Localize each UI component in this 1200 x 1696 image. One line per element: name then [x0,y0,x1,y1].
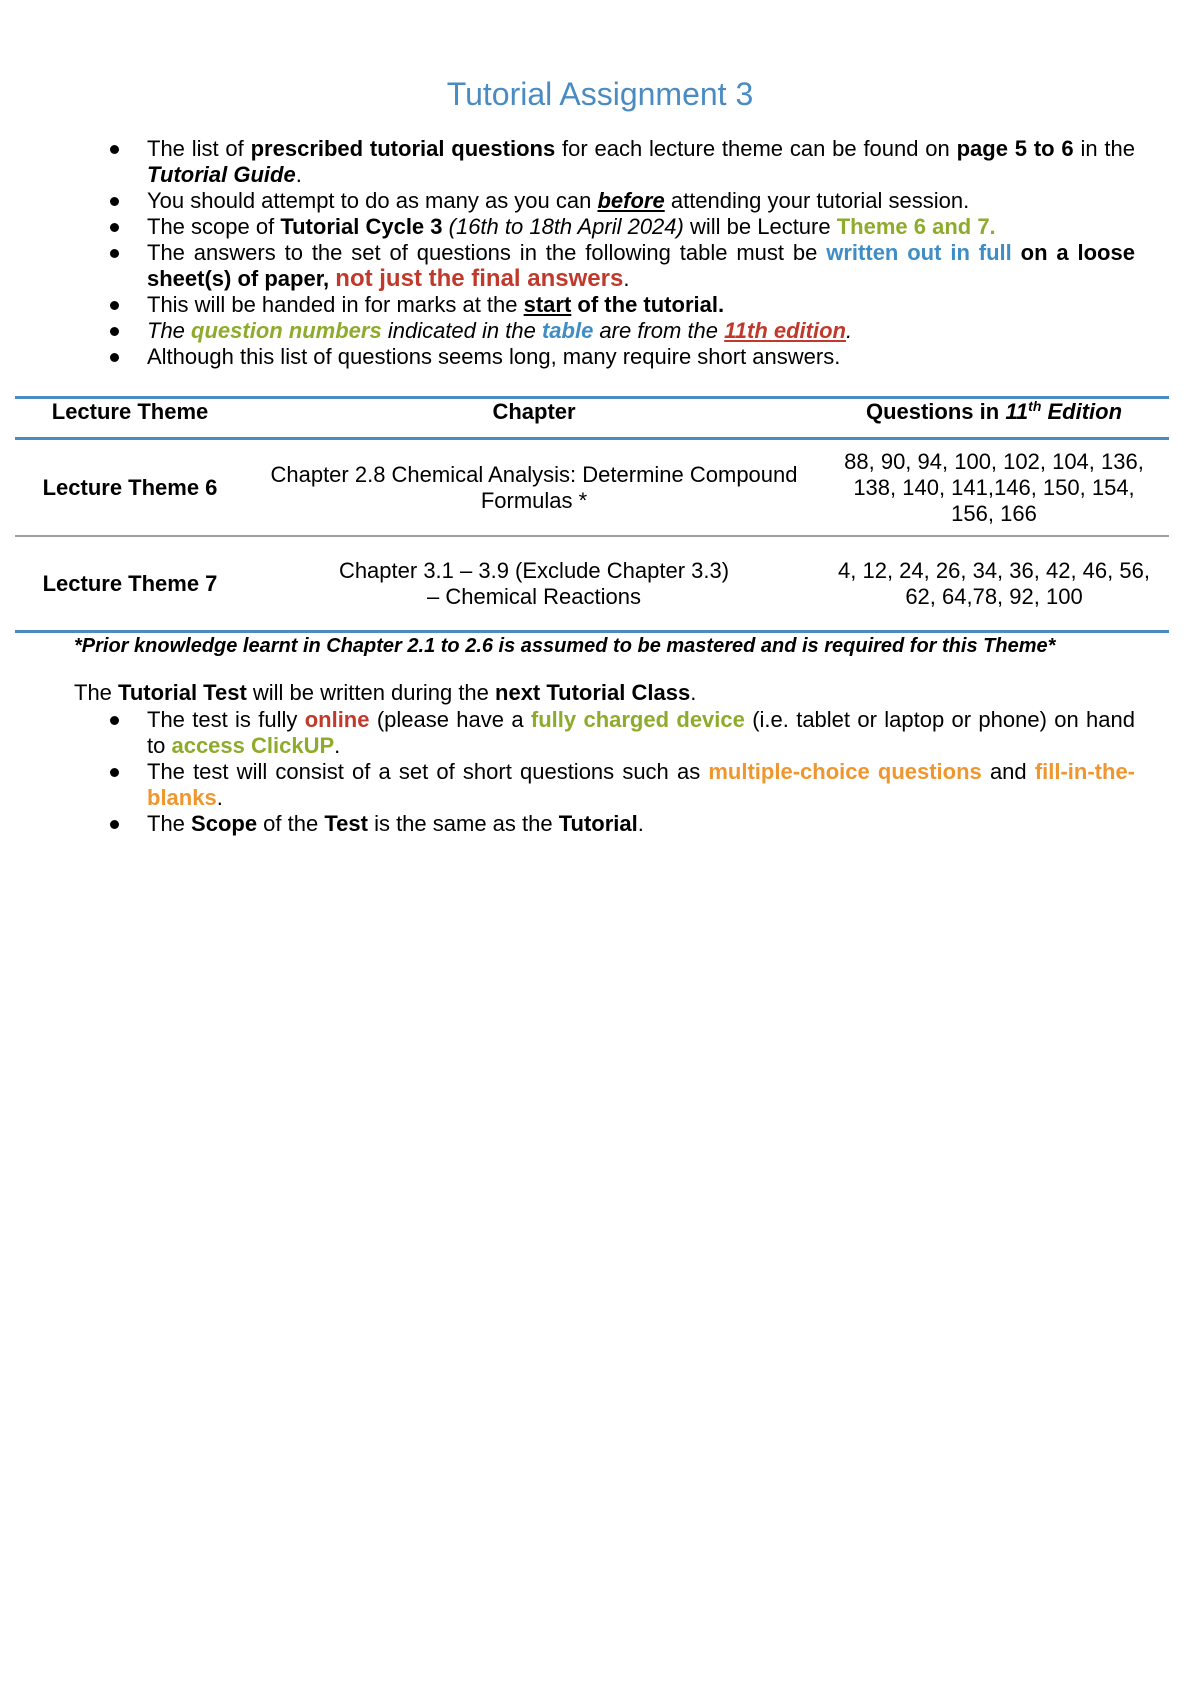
highlight-run: question numbers [191,318,382,343]
instruction-item-scope [147,214,1135,240]
questions-cell [823,440,1169,535]
text-run: . [334,733,341,758]
highlight-run: fill-in-the-blanks [147,759,1136,810]
text-run: This will be handed in for marks at the [147,292,524,317]
bold-run: Scope [191,811,258,836]
text-run: The test is fully [147,707,305,732]
bold-run: prescribed tutorial questions [250,136,556,161]
highlight-run: table [541,318,594,343]
emphasis-run: before [597,188,665,213]
header-cell-theme [15,399,245,437]
text-run: You should attempt to do as many as you can [147,188,598,213]
edition-number: 11 [1005,399,1029,424]
text-run: The [74,680,119,705]
text-run: . [623,266,630,291]
question-numbers: 4, 12, 24, 26, 34, 36, 42, 46, 56, 62, 64,78, 92, 100 [838,557,1150,609]
page-title: Tutorial Assignment 3 [446,76,754,112]
text-run: and [981,759,1035,784]
bold-run: on a loose sheet(s) of paper, [147,240,1135,291]
edition-reference: 11th edition [724,318,846,343]
header-cell-chapter [245,399,823,437]
text-run: will be written during the [246,680,496,705]
text-run: The test will consist of a set of short questions such as [147,759,709,784]
highlight-run: multiple-choice questions [708,759,982,784]
instruction-item-attempt [147,188,1135,214]
text-run: in the [1073,136,1136,161]
text-run: are from the [593,318,725,343]
text-run: . [295,162,302,187]
chapter-cell [245,440,823,535]
test-item-format [147,759,1135,811]
test-item-online [147,707,1135,759]
text-run: is the same as the [367,811,559,836]
text-run: indicated in the [381,318,542,343]
instruction-item-answers [147,240,1135,292]
chapter-description: Chapter 2.8 Chemical Analysis: Determine Compound Formulas * [270,461,798,513]
theme-cell [15,440,245,535]
text-run: of the [257,811,325,836]
date-range: (16th to 18th April 2024) [442,214,684,239]
table-row [15,440,1169,535]
highlight-run: fully charged device [530,707,745,732]
chapter-cell [245,537,823,630]
text-run: . [216,785,223,810]
highlight-run: Theme 6 and 7. [836,214,996,239]
text-run: (please have a [369,707,531,732]
instruction-item-edition [147,318,1135,344]
table-row [15,537,1169,630]
text-run: The [147,318,192,343]
highlight-run: online [304,707,370,732]
bold-run: of the tutorial. [571,292,725,317]
text-run: The scope of [147,214,281,239]
questions-table [15,396,1169,633]
emphasis-run: start [523,292,572,317]
chapter-description: Chapter 3.1 – 3.9 (Exclude Chapter 3.3) – Chemical Reactions [338,557,730,609]
lecture-theme: Lecture Theme 6 [42,474,218,500]
tutorial-test-intro [74,680,696,706]
bold-run: Test [324,811,368,836]
header-label [866,399,1122,425]
page-reference: page 5 to 6 [956,136,1074,161]
text-run: (i.e. tablet or laptop or phone) on hand to [147,707,1135,758]
highlight-run: not just the final answers [335,265,624,292]
header-text-run: Questions in [865,399,1006,424]
table-header-row [15,399,1169,437]
text-run: The [147,811,192,836]
header-cell-questions [823,399,1169,437]
test-item-scope [147,811,1135,837]
bold-run: Tutorial [558,811,638,836]
text-run: will be Lecture [683,214,837,239]
text-run: . [637,811,644,836]
instruction-item-length [147,344,1135,370]
instruction-item-hand-in [147,292,1135,318]
text-run: The list of [147,136,251,161]
header-label: Chapter [492,399,576,424]
highlight-run: written out in full [826,240,1012,265]
question-numbers: 88, 90, 94, 100, 102, 104, 136, 138, 140, 141,146, 150, 154, 156, 166 [844,448,1144,526]
header-label: Lecture Theme [51,399,209,424]
ordinal-suffix: th [1028,398,1042,414]
questions-cell [823,537,1169,630]
table-bottom-rule [15,630,1169,633]
instruction-item-prescribed-questions [147,136,1135,188]
text-run: The answers to the set of questions in the following table must be [147,240,827,265]
text-run: for each lecture theme can be found on [555,136,957,161]
bold-run: Tutorial Cycle 3 [280,214,443,239]
highlight-run: access ClickUP [171,733,335,758]
bold-run: Tutorial Test [118,680,247,705]
text-run: Although this list of questions seems long, many require short answers. [147,344,841,369]
tutorial-guide-reference: Tutorial Guide [147,162,296,187]
table-footnote: *Prior knowledge learnt in Chapter 2.1 to 2.6 is assumed to be mastered and is required for this Theme* [74,635,1056,657]
text-run: attending your tutorial session. [664,188,970,213]
text-run: . [690,680,697,705]
theme-cell [15,537,245,630]
bold-run: next Tutorial Class [495,680,691,705]
edition-word: Edition [1041,399,1123,424]
text-run: . [845,318,853,343]
lecture-theme: Lecture Theme 7 [42,570,218,596]
instructions-list [147,136,1135,370]
tutorial-test-list [147,707,1135,837]
